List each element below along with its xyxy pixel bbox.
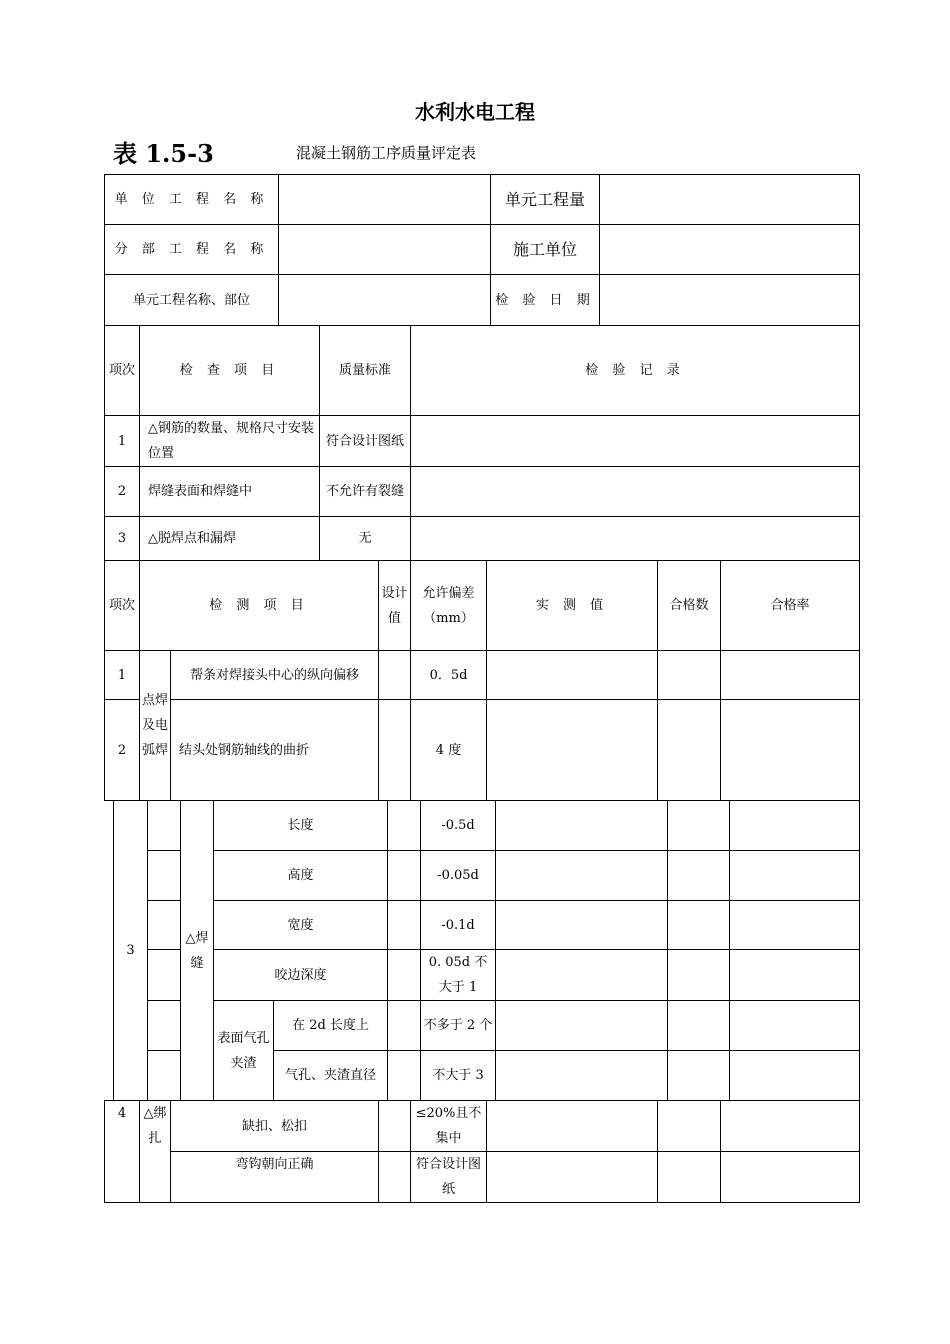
measured-value-field[interactable] bbox=[496, 801, 668, 851]
pass-count-field[interactable] bbox=[668, 1051, 730, 1101]
design-value-field[interactable] bbox=[379, 700, 411, 801]
design-value-field[interactable] bbox=[379, 1152, 411, 1203]
measured-value-field[interactable] bbox=[487, 651, 658, 700]
blank-cell bbox=[148, 851, 181, 901]
design-value-field[interactable] bbox=[388, 950, 421, 1001]
tolerance-value: -0.1d bbox=[421, 901, 496, 950]
blank-cell bbox=[148, 1001, 181, 1051]
pass-count-field[interactable] bbox=[658, 1101, 721, 1152]
blank-cell bbox=[148, 901, 181, 950]
pass-count-field[interactable] bbox=[668, 901, 730, 950]
pass-rate-field[interactable] bbox=[721, 700, 860, 801]
measure-row-item: 宽度 bbox=[214, 901, 388, 950]
weld-seam-group-label: △焊缝 bbox=[181, 801, 214, 1101]
binding-group-label: △绑扎 bbox=[140, 1101, 171, 1203]
check-row-item: △钢筋的数量、规格尺寸安装位置 bbox=[140, 416, 320, 467]
measured-value-field[interactable] bbox=[496, 1051, 668, 1101]
measured-value-field[interactable] bbox=[496, 901, 668, 950]
measure-col-no: 项次 bbox=[105, 561, 140, 651]
unit-project-name-field[interactable] bbox=[279, 175, 491, 225]
surface-pores-group-label: 表面气孔夹渣 bbox=[214, 1001, 274, 1101]
tolerance-value: 不多于 2 个 bbox=[421, 1001, 496, 1051]
measure-row-item: 缺扣、松扣 bbox=[171, 1101, 379, 1152]
pass-rate-field[interactable] bbox=[730, 1001, 860, 1051]
measured-value-field[interactable] bbox=[487, 1101, 658, 1152]
pass-count-field[interactable] bbox=[668, 801, 730, 851]
measure-col-measured: 实 测 值 bbox=[487, 561, 658, 651]
measure-row-no: 1 bbox=[105, 651, 140, 700]
measure-row-item: 帮条对焊接头中心的纵向偏移 bbox=[171, 651, 379, 700]
inspection-date-field[interactable] bbox=[600, 275, 860, 326]
measured-value-field[interactable] bbox=[496, 851, 668, 901]
design-value-field[interactable] bbox=[388, 851, 421, 901]
unit-element-quantity-label: 单元工程量 bbox=[491, 175, 600, 225]
pass-count-field[interactable] bbox=[668, 1001, 730, 1051]
measure-row-item: 结头处钢筋轴线的曲折 bbox=[171, 700, 379, 801]
sub-project-name-field[interactable] bbox=[279, 225, 491, 275]
measure-row-item: 气孔、夹渣直径 bbox=[274, 1051, 388, 1101]
check-row-record-field[interactable] bbox=[411, 517, 860, 561]
check-row-item: △脱焊点和漏焊 bbox=[140, 517, 320, 561]
inspection-date-label: 检 验 日 期 bbox=[491, 275, 600, 326]
form-subtitle: 混凝土钢筋工序质量评定表 bbox=[296, 144, 477, 162]
check-row-item: 焊缝表面和焊缝中 bbox=[140, 467, 320, 517]
document-title: 水利水电工程 bbox=[415, 100, 535, 124]
design-value-field[interactable] bbox=[379, 1101, 411, 1152]
measure-row-item: 长度 bbox=[214, 801, 388, 851]
tolerance-value: ≤20%且不集中 bbox=[411, 1101, 487, 1152]
measure-col-pass-rate: 合格率 bbox=[721, 561, 860, 651]
tolerance-value: 符合设计图纸 bbox=[411, 1152, 487, 1203]
tolerance-value: 不大于 3 bbox=[421, 1051, 496, 1101]
measure-col-design: 设计值 bbox=[379, 561, 411, 651]
design-value-field[interactable] bbox=[388, 1051, 421, 1101]
tolerance-value: -0.5d bbox=[421, 801, 496, 851]
check-col-no: 项次 bbox=[105, 326, 140, 416]
check-table bbox=[104, 325, 860, 561]
check-row-no: 3 bbox=[105, 517, 140, 561]
pass-rate-field[interactable] bbox=[721, 1101, 860, 1152]
table-number: 表 1.5-3 bbox=[113, 139, 214, 168]
measure-row-no: 3 bbox=[114, 801, 148, 1101]
unit-project-name-label: 单 位 工 程 名 称 bbox=[105, 175, 279, 225]
check-row-no: 1 bbox=[105, 416, 140, 467]
measured-value-field[interactable] bbox=[487, 700, 658, 801]
check-row-standard: 无 bbox=[320, 517, 411, 561]
measure-row-item: 高度 bbox=[214, 851, 388, 901]
design-value-field[interactable] bbox=[388, 801, 421, 851]
check-col-record: 检 验 记 录 bbox=[411, 326, 860, 416]
tolerance-value: 0. 05d 不大于 1 bbox=[421, 950, 496, 1001]
pass-count-field[interactable] bbox=[658, 1152, 721, 1203]
blank-cell bbox=[148, 950, 181, 1001]
tolerance-value: 0．5d bbox=[411, 651, 487, 700]
pass-count-field[interactable] bbox=[668, 950, 730, 1001]
construction-unit-field[interactable] bbox=[600, 225, 860, 275]
pass-rate-field[interactable] bbox=[730, 801, 860, 851]
check-row-no: 2 bbox=[105, 467, 140, 517]
check-row-record-field[interactable] bbox=[411, 416, 860, 467]
measure-col-item: 检 测 项 目 bbox=[140, 561, 379, 651]
measure-row-item: 弯钩朝向正确 bbox=[171, 1152, 379, 1203]
tolerance-value: -0.05d bbox=[421, 851, 496, 901]
weld-seam-table bbox=[113, 800, 860, 1101]
pass-rate-field[interactable] bbox=[730, 901, 860, 950]
design-value-field[interactable] bbox=[388, 1001, 421, 1051]
measure-row-no: 4 bbox=[105, 1101, 140, 1203]
blank-cell bbox=[148, 1051, 181, 1101]
check-row-record-field[interactable] bbox=[411, 467, 860, 517]
spot-weld-group-label: 点焊及电弧焊 bbox=[140, 651, 171, 801]
pass-rate-field[interactable] bbox=[730, 851, 860, 901]
pass-rate-field[interactable] bbox=[721, 1152, 860, 1203]
info-table bbox=[104, 174, 860, 326]
measure-row-item: 在 2d 长度上 bbox=[274, 1001, 388, 1051]
measured-value-field[interactable] bbox=[496, 1001, 668, 1051]
measured-value-field[interactable] bbox=[496, 950, 668, 1001]
design-value-field[interactable] bbox=[379, 651, 411, 700]
sub-project-name-label: 分 部 工 程 名 称 bbox=[105, 225, 279, 275]
measure-row-no: 2 bbox=[105, 700, 140, 801]
check-col-item: 检 查 项 目 bbox=[140, 326, 320, 416]
pass-count-field[interactable] bbox=[658, 651, 721, 700]
check-col-standard: 质量标准 bbox=[320, 326, 411, 416]
binding-table bbox=[104, 1100, 860, 1203]
measured-value-field[interactable] bbox=[487, 1152, 658, 1203]
measure-col-tolerance: 允许偏差（mm） bbox=[411, 561, 487, 651]
measure-table bbox=[104, 560, 860, 801]
check-row-standard: 不允许有裂缝 bbox=[320, 467, 411, 517]
measure-col-pass-count: 合格数 bbox=[658, 561, 721, 651]
measure-row-item: 咬边深度 bbox=[214, 950, 388, 1001]
tolerance-value: 4 度 bbox=[411, 700, 487, 801]
element-project-part-label: 单元工程名称、部位 bbox=[105, 275, 279, 326]
element-project-part-field[interactable] bbox=[279, 275, 491, 326]
blank-cell bbox=[148, 801, 181, 851]
pass-count-field[interactable] bbox=[658, 700, 721, 801]
construction-unit-label: 施工单位 bbox=[491, 225, 600, 275]
unit-element-quantity-field[interactable] bbox=[600, 175, 860, 225]
pass-count-field[interactable] bbox=[668, 851, 730, 901]
check-row-standard: 符合设计图纸 bbox=[320, 416, 411, 467]
design-value-field[interactable] bbox=[388, 901, 421, 950]
pass-rate-field[interactable] bbox=[730, 950, 860, 1001]
pass-rate-field[interactable] bbox=[730, 1051, 860, 1101]
pass-rate-field[interactable] bbox=[721, 651, 860, 700]
